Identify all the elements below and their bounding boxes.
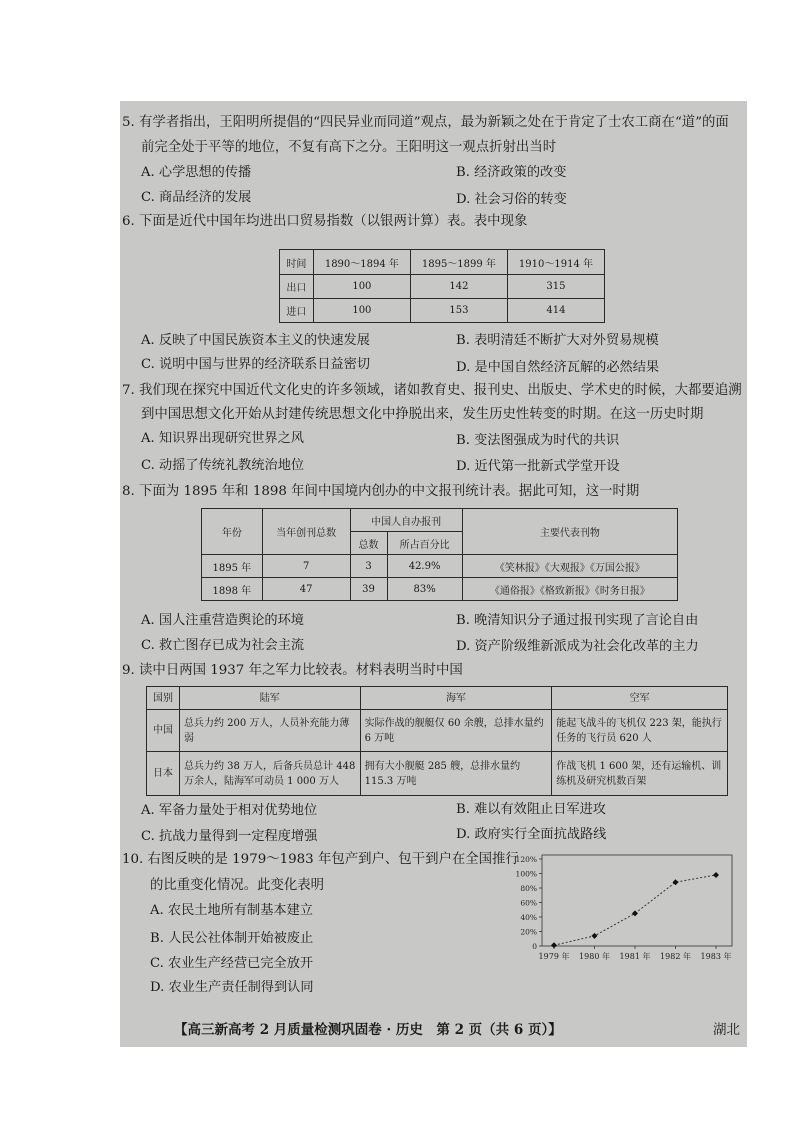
table-cell: 39 — [350, 578, 387, 601]
table-cell: 《笑林报》《大观报》《万国公报》 — [462, 555, 677, 578]
y-tick-label: 20% — [520, 927, 537, 937]
q10-option-c: C. 农业生产经营已完全放开 — [150, 956, 314, 971]
q9-option-a: A. 军备力量处于相对优势地位 — [141, 803, 318, 818]
table-cell: 83% — [387, 578, 462, 601]
y-tick-label: 80% — [520, 884, 537, 893]
q5-option-b: B. 经济政策的改变 — [456, 165, 567, 180]
exam-page — [120, 101, 747, 1047]
q7-line2: 到中国思想文化开始从封建传统思想文化中挣脱出来，发生历史性转变的时期。在这一历史时期 — [141, 407, 704, 422]
table-cell: 日本 — [147, 752, 180, 796]
q8-header-representative: 主要代表刊物 — [462, 509, 677, 555]
x-tick-label: 1983 年 — [700, 952, 732, 961]
chart-series — [551, 872, 719, 948]
table-cell: 中国 — [147, 710, 180, 752]
table-cell: 《通俗报》《格致新报》《时务日报》 — [462, 578, 677, 601]
q9-military-table — [146, 686, 728, 796]
x-tick-label: 1981 年 — [619, 952, 651, 961]
q6-option-d: D. 是中国自然经济瓦解的必然结果 — [456, 360, 660, 375]
q8-option-b: B. 晚清知识分子通过报刊实现了言论自由 — [456, 613, 699, 628]
q9-option-d: D. 政府实行全面抗战路线 — [456, 827, 607, 842]
table-cell: 7 — [262, 555, 350, 578]
table-cell: 100 — [313, 275, 410, 299]
table-cell: 414 — [507, 299, 604, 323]
q6-option-c: C. 说明中国与世界的经济联系日益密切 — [141, 357, 371, 372]
table-cell: 3 — [350, 555, 387, 578]
q8-option-c: C. 救亡图存已成为社会主流 — [141, 638, 305, 653]
q10-option-a: A. 农民土地所有制基本建立 — [150, 903, 313, 918]
q10-option-d: D. 农业生产责任制得到认同 — [150, 980, 314, 995]
table-cell: 1898 年 — [202, 578, 263, 601]
q9-header-navy: 海军 — [360, 687, 552, 710]
q6-header-time: 时间 — [280, 250, 314, 275]
q8-option-d: D. 资产阶级维新派成为社会化改革的主力 — [456, 639, 699, 654]
chart-plot-frame — [542, 855, 732, 946]
chart-y-ticks — [516, 855, 542, 951]
chart-axes — [542, 855, 732, 946]
q7-option-a: A. 知识界出现研究世界之风 — [141, 431, 304, 446]
q7-line1: 7. 我们现在探究中国近代文化史的许多领域，诸如教育史、报刊史、出版史、学术史的时候，大都要追溯 — [122, 383, 742, 398]
q8-header-group: 中国人自办报刊 — [350, 509, 462, 532]
q5-line2: 前完全处于平等的地位，不复有高下之分。王阳明这一观点折射出当时 — [141, 140, 557, 155]
q8-press-table — [201, 508, 678, 601]
y-tick-label: 60% — [520, 898, 537, 908]
q6-header-1890: 1890～1894 年 — [313, 250, 410, 275]
table-cell: 总兵力约 200 万人，人员补充能力薄弱 — [179, 710, 360, 752]
table-cell: 100 — [313, 299, 410, 323]
data-point — [592, 933, 598, 939]
table-cell: 能起飞战斗的飞机仅 223 架，能执行任务的飞行员 620 人 — [552, 710, 728, 752]
q10-line1: 10. 右图反映的是 1979～1983 年包产到户、包干到户在全国推行 — [122, 852, 519, 867]
q6-header-1910: 1910～1914 年 — [507, 250, 604, 275]
table-cell: 315 — [507, 275, 604, 299]
y-tick-label: 0 — [532, 942, 537, 951]
table-cell: 出口 — [280, 275, 314, 299]
q6-header-1895: 1895～1899 年 — [410, 250, 507, 275]
data-point — [632, 910, 638, 916]
q9-header-airforce: 空军 — [552, 687, 728, 710]
table-cell: 153 — [410, 299, 507, 323]
table-cell: 142 — [410, 275, 507, 299]
y-tick-label: 120% — [515, 855, 537, 864]
series-line — [554, 875, 716, 945]
x-tick-label: 1980 年 — [579, 952, 610, 961]
table-cell: 47 — [262, 578, 350, 601]
data-point — [551, 942, 557, 948]
y-tick-label: 100% — [515, 869, 537, 879]
q8-header-total: 当年创刊总数 — [262, 509, 350, 555]
data-point — [713, 872, 719, 878]
table-cell: 42.9% — [387, 555, 462, 578]
q8-header-year: 年份 — [202, 509, 263, 555]
q5-option-a: A. 心学思想的传播 — [141, 165, 252, 180]
q9-header-country: 国别 — [147, 687, 180, 710]
table-cell: 拥有大小舰艇 285 艘，总排水量约 115.3 万吨 — [360, 752, 552, 796]
table-cell: 总兵力约 38 万人，后备兵员总计 448 万余人，陆海军可动员 1 000 万人 — [179, 752, 360, 796]
q9-stem: 9. 读中日两国 1937 年之军力比较表。材料表明当时中国 — [122, 663, 463, 678]
q7-option-b: B. 变法图强成为时代的共识 — [456, 433, 620, 448]
table-cell: 进口 — [280, 299, 314, 323]
q8-header-percent: 所占百分比 — [387, 532, 462, 555]
x-tick-label: 1979 年 — [538, 952, 570, 961]
q9-option-c: C. 抗战力量得到一定程度增强 — [141, 829, 318, 844]
q5-line1: 5. 有学者指出，王阳明所提倡的“四民异业而同道”观点，最为新颖之处在于肯定了士农工商在“道”的面 — [122, 115, 729, 130]
q7-option-c: C. 动摇了传统礼教统治地位 — [141, 458, 305, 473]
y-tick-label: 40% — [520, 913, 537, 922]
q5-option-d: D. 社会习俗的转变 — [456, 192, 567, 207]
x-tick-label: 1982 年 — [660, 952, 691, 961]
q9-header-army: 陆军 — [179, 687, 360, 710]
q10-line2: 的比重变化情况。此变化表明 — [150, 878, 325, 893]
table-cell: 实际作战的舰艇仅 60 余艘，总排水量约 6 万吨 — [360, 710, 552, 752]
q6-stem: 6. 下面是近代中国年均进出口贸易指数（以银两计算）表。表中现象 — [122, 214, 528, 229]
q6-option-a: A. 反映了中国民族资本主义的快速发展 — [141, 333, 370, 348]
q10-option-b: B. 人民公社体制开始被废止 — [150, 931, 314, 946]
q6-option-b: B. 表明清廷不断扩大对外贸易规模 — [456, 333, 659, 348]
q7-option-d: D. 近代第一批新式学堂开设 — [456, 459, 620, 474]
q8-header-count: 总数 — [350, 532, 387, 555]
q6-trade-table — [279, 249, 605, 323]
page-footer: 【高三新高考 2 月质量检测巩固卷 · 历史 第 2 页（共 6 页）】 — [174, 1022, 562, 1038]
chart-x-ticks — [539, 946, 732, 961]
q9-option-b: B. 难以有效阻止日军进攻 — [456, 802, 606, 817]
q5-option-c: C. 商品经济的发展 — [141, 190, 252, 205]
region-label: 湖北 — [713, 1022, 740, 1038]
table-cell: 1895 年 — [202, 555, 263, 578]
q8-stem: 8. 下面为 1895 年和 1898 年间中国境内创办的中文报刊统计表。据此可知，这一时期 — [122, 484, 640, 499]
q8-option-a: A. 国人注重营造舆论的环境 — [141, 613, 304, 628]
contract-system-line-chart — [512, 849, 740, 967]
table-cell: 作战飞机 1 600 架，还有运输机、训练机及研究机数百架 — [552, 752, 728, 796]
